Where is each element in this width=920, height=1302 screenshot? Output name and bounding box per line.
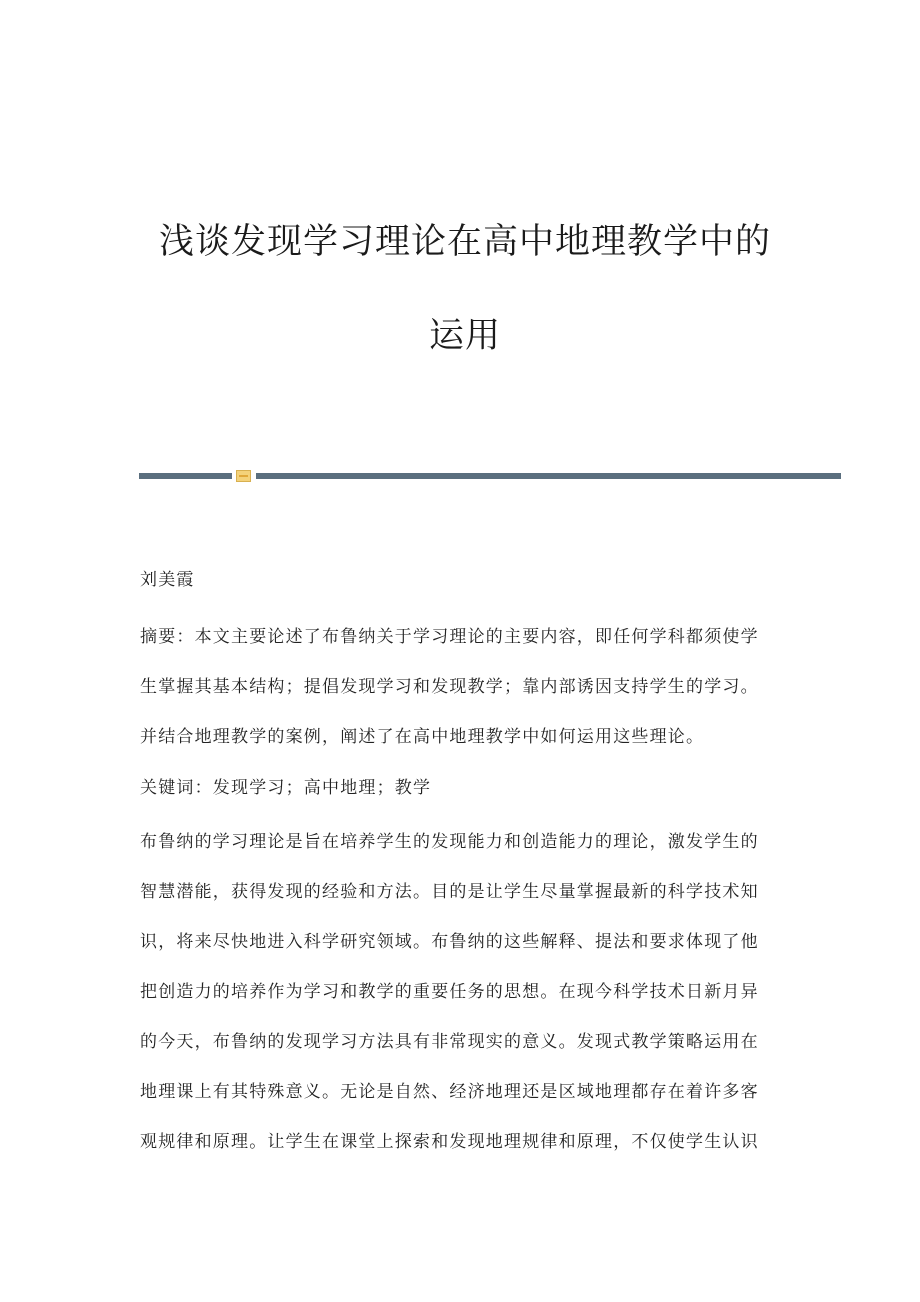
document-title-line-2: 运用 [428,316,501,356]
author-name [140,568,772,592]
abstract-paragraph [140,625,772,775]
body-line: 观规律和原理。让学生在课堂上探索和发现地理规律和原理，不仅使学生认识 [140,1132,759,1152]
abstract-line: 摘要：本文主要论述了布鲁纳关于学习理论的主要内容，即任何学科都须使学 [140,627,759,647]
author-line: 刘美霞 [140,570,195,590]
body-line: 把创造力的培养作为学习和教学的重要任务的思想。在现今科学技术日新月异 [140,982,759,1002]
body-line: 识，将来尽快地进入科学研究领域。布鲁纳的这些解释、提法和要求体现了他 [140,932,759,952]
body-paragraph [140,830,772,1180]
abstract-line: 并结合地理教学的案例，阐述了在高中地理教学中如何运用这些理论。 [140,727,705,747]
body-line: 布鲁纳的学习理论是旨在培养学生的发现能力和创造能力的理论，激发学生的 [140,832,759,852]
keywords-paragraph [140,776,772,800]
title-divider [139,470,841,482]
body-line: 地理课上有其特殊意义。无论是自然、经济地理还是区域地理都存在着许多客 [140,1082,759,1102]
document-title-line-1: 浅谈发现学习理论在高中地理教学中的 [158,222,771,262]
keywords-line: 关键词：发现学习；高中地理；教学 [140,778,432,798]
abstract-line: 生掌握其基本结构；提倡发现学习和发现教学；靠内部诱因支持学生的学习。 [140,677,759,697]
divider-bar-right [256,473,841,479]
divider-ornament-icon [236,470,251,482]
body-line: 的今天，布鲁纳的发现学习方法具有非常现实的意义。发现式教学策略运用在 [140,1032,759,1052]
divider-bar-left [139,473,232,479]
body-line: 智慧潜能，获得发现的经验和方法。目的是让学生尽量掌握最新的科学技术知 [140,882,759,902]
